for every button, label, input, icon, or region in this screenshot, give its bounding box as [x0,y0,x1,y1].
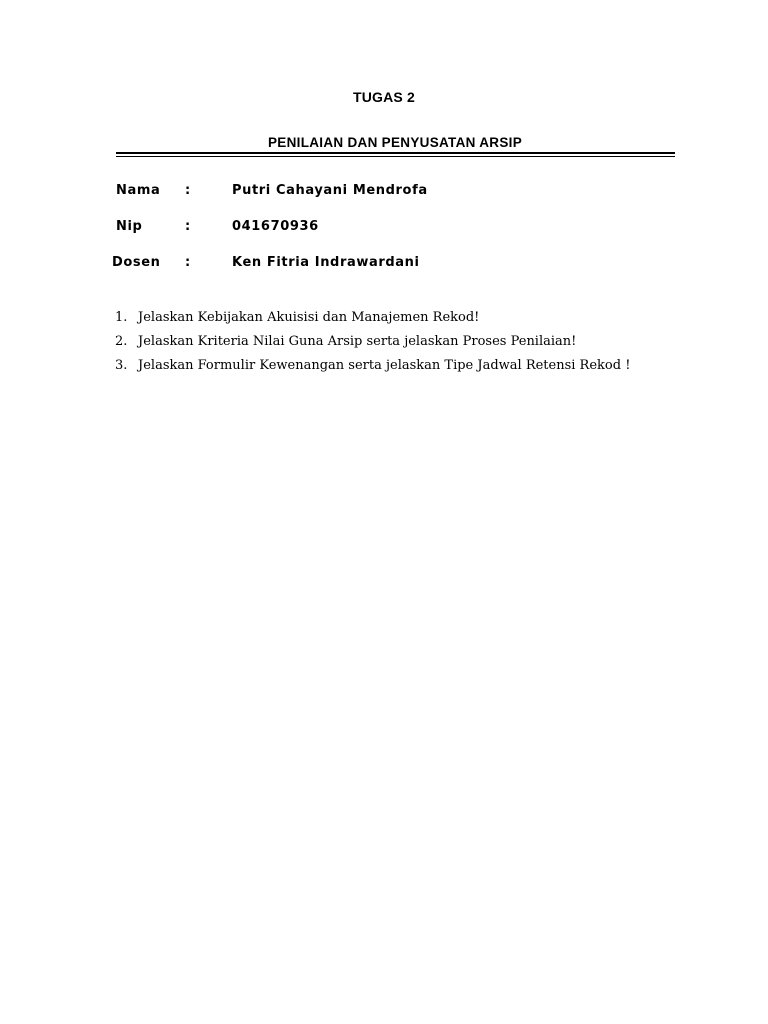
list-item [115,356,715,380]
list-item [115,308,715,332]
info-colon: : [185,219,191,234]
list-item-number: 1. [115,310,128,325]
info-colon: : [185,255,191,270]
document-title: TUGAS 2 [352,89,416,105]
list-item [115,332,715,356]
info-label: Dosen [112,255,161,270]
list-item-text: Jelaskan Formulir Kewenangan serta jelaskan Tipe Jadwal Retensi Rekod ! [138,358,631,373]
info-label: Nip [116,219,143,234]
list-item-text: Jelaskan Kebijakan Akuisisi dan Manajemen Rekod! [138,310,480,325]
info-label: Nama [116,183,161,198]
list-item-number: 3. [115,358,128,373]
question-list [115,308,715,380]
title-underline-thick [116,152,675,154]
info-colon: : [185,183,191,198]
info-value: Putri Cahayani Mendrofa [232,183,428,198]
list-item-number: 2. [115,334,128,349]
title-underline-thin [116,156,675,157]
list-item-text: Jelaskan Kriteria Nilai Guna Arsip serta jelaskan Proses Penilaian! [138,334,577,349]
document-subtitle: PENILAIAN DAN PENYUSATAN ARSIP [267,135,523,150]
info-value: Ken Fitria Indrawardani [232,255,420,270]
info-value: 041670936 [232,219,319,234]
